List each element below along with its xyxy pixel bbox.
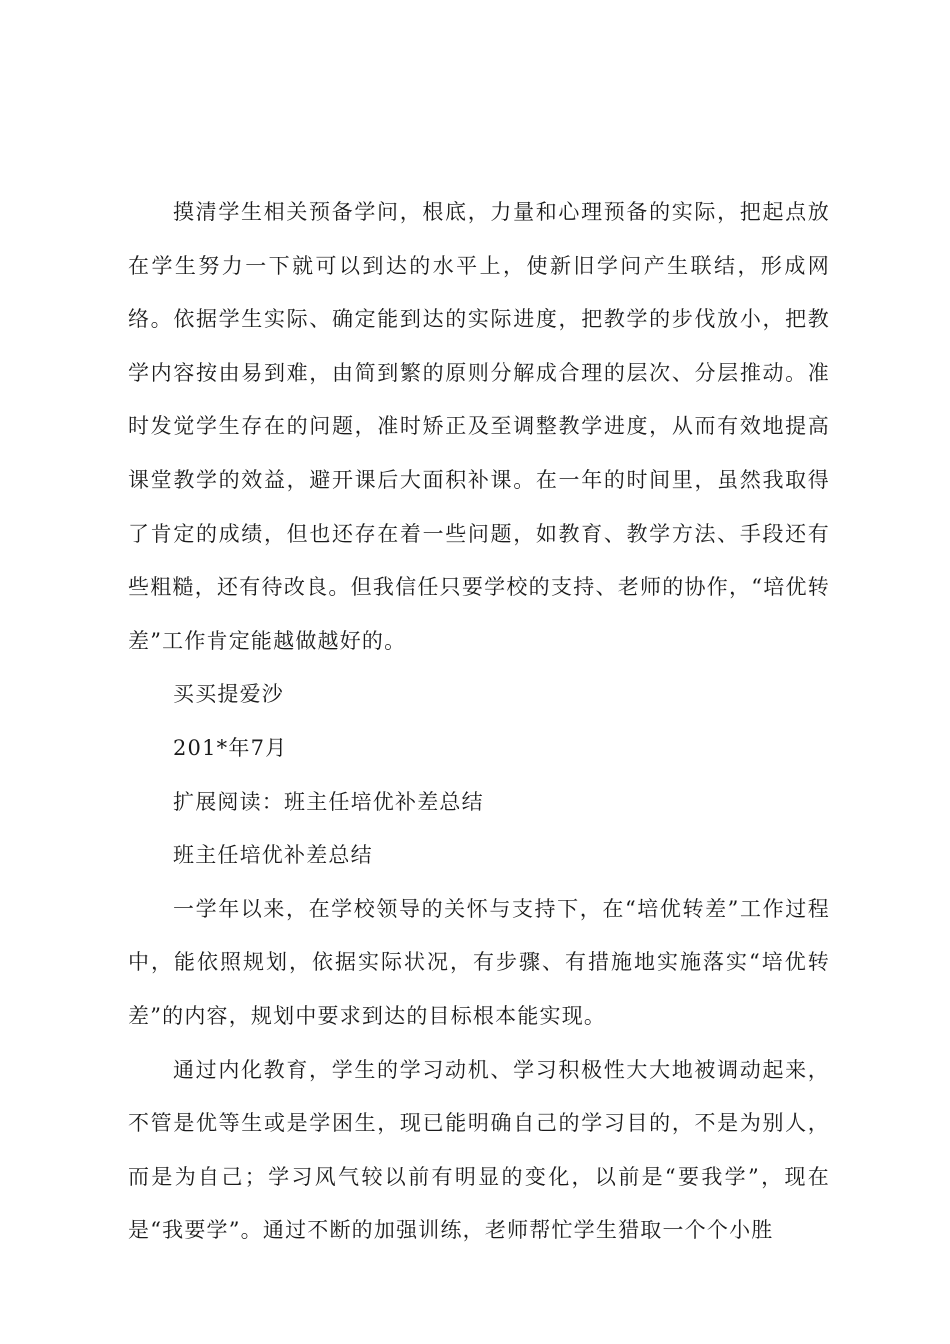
- paragraph-internalized-education: 通过内化教育，学生的学习动机、学习积极性大大地被调动起来，不管是优等生或是学困生，现已能明确自己的学习目的，不是为别人，而是为自己；学习风气较以前有明显的变化，以前是“要我学”，现在是“我要学”。通过不断的加强训练，老师帮忙学生猎取一个个小胜: [128, 1057, 830, 1243]
- signature-date: 201*年7月: [173, 735, 288, 760]
- paragraph-teaching-summary: 摸清学生相关预备学问，根底，力量和心理预备的实际，把起点放在学生努力一下就可以到达的水平上，使新旧学问产生联结，形成网络。依据学生实际、确定能到达的实际进度，把教学的步伐放小，把教学内容按由易到难，由简到繁的原则分解成合理的层次、分层推动。准时发觉学生存在的问题，准时矫正及至调整教学进度，从而有效地提高课堂教学的效益，避开课后大面积补课。在一年的时间里，虽然我取得了肯定的成绩，但也还存在着一些问题，如教育、教学方法、手段还有些粗糙，还有待改良。但我信任只要学校的支持、老师的协作，“培优转差”工作肯定能越做越好的。: [128, 200, 830, 653]
- paragraph-year-review: 一学年以来，在学校领导的关怀与支持下，在“培优转差”工作过程中，能依照规划，依据实际状况，有步骤、有措施地实施落实“培优转差”的内容，规划中要求到达的目标根本能实现。: [128, 896, 830, 1028]
- document-body: [128, 186, 830, 1258]
- signature-name: 买买提爱沙: [173, 682, 284, 707]
- extended-reading-label: 扩展阅读：班主任培优补差总结: [173, 789, 484, 814]
- section-title: 班主任培优补差总结: [173, 843, 373, 868]
